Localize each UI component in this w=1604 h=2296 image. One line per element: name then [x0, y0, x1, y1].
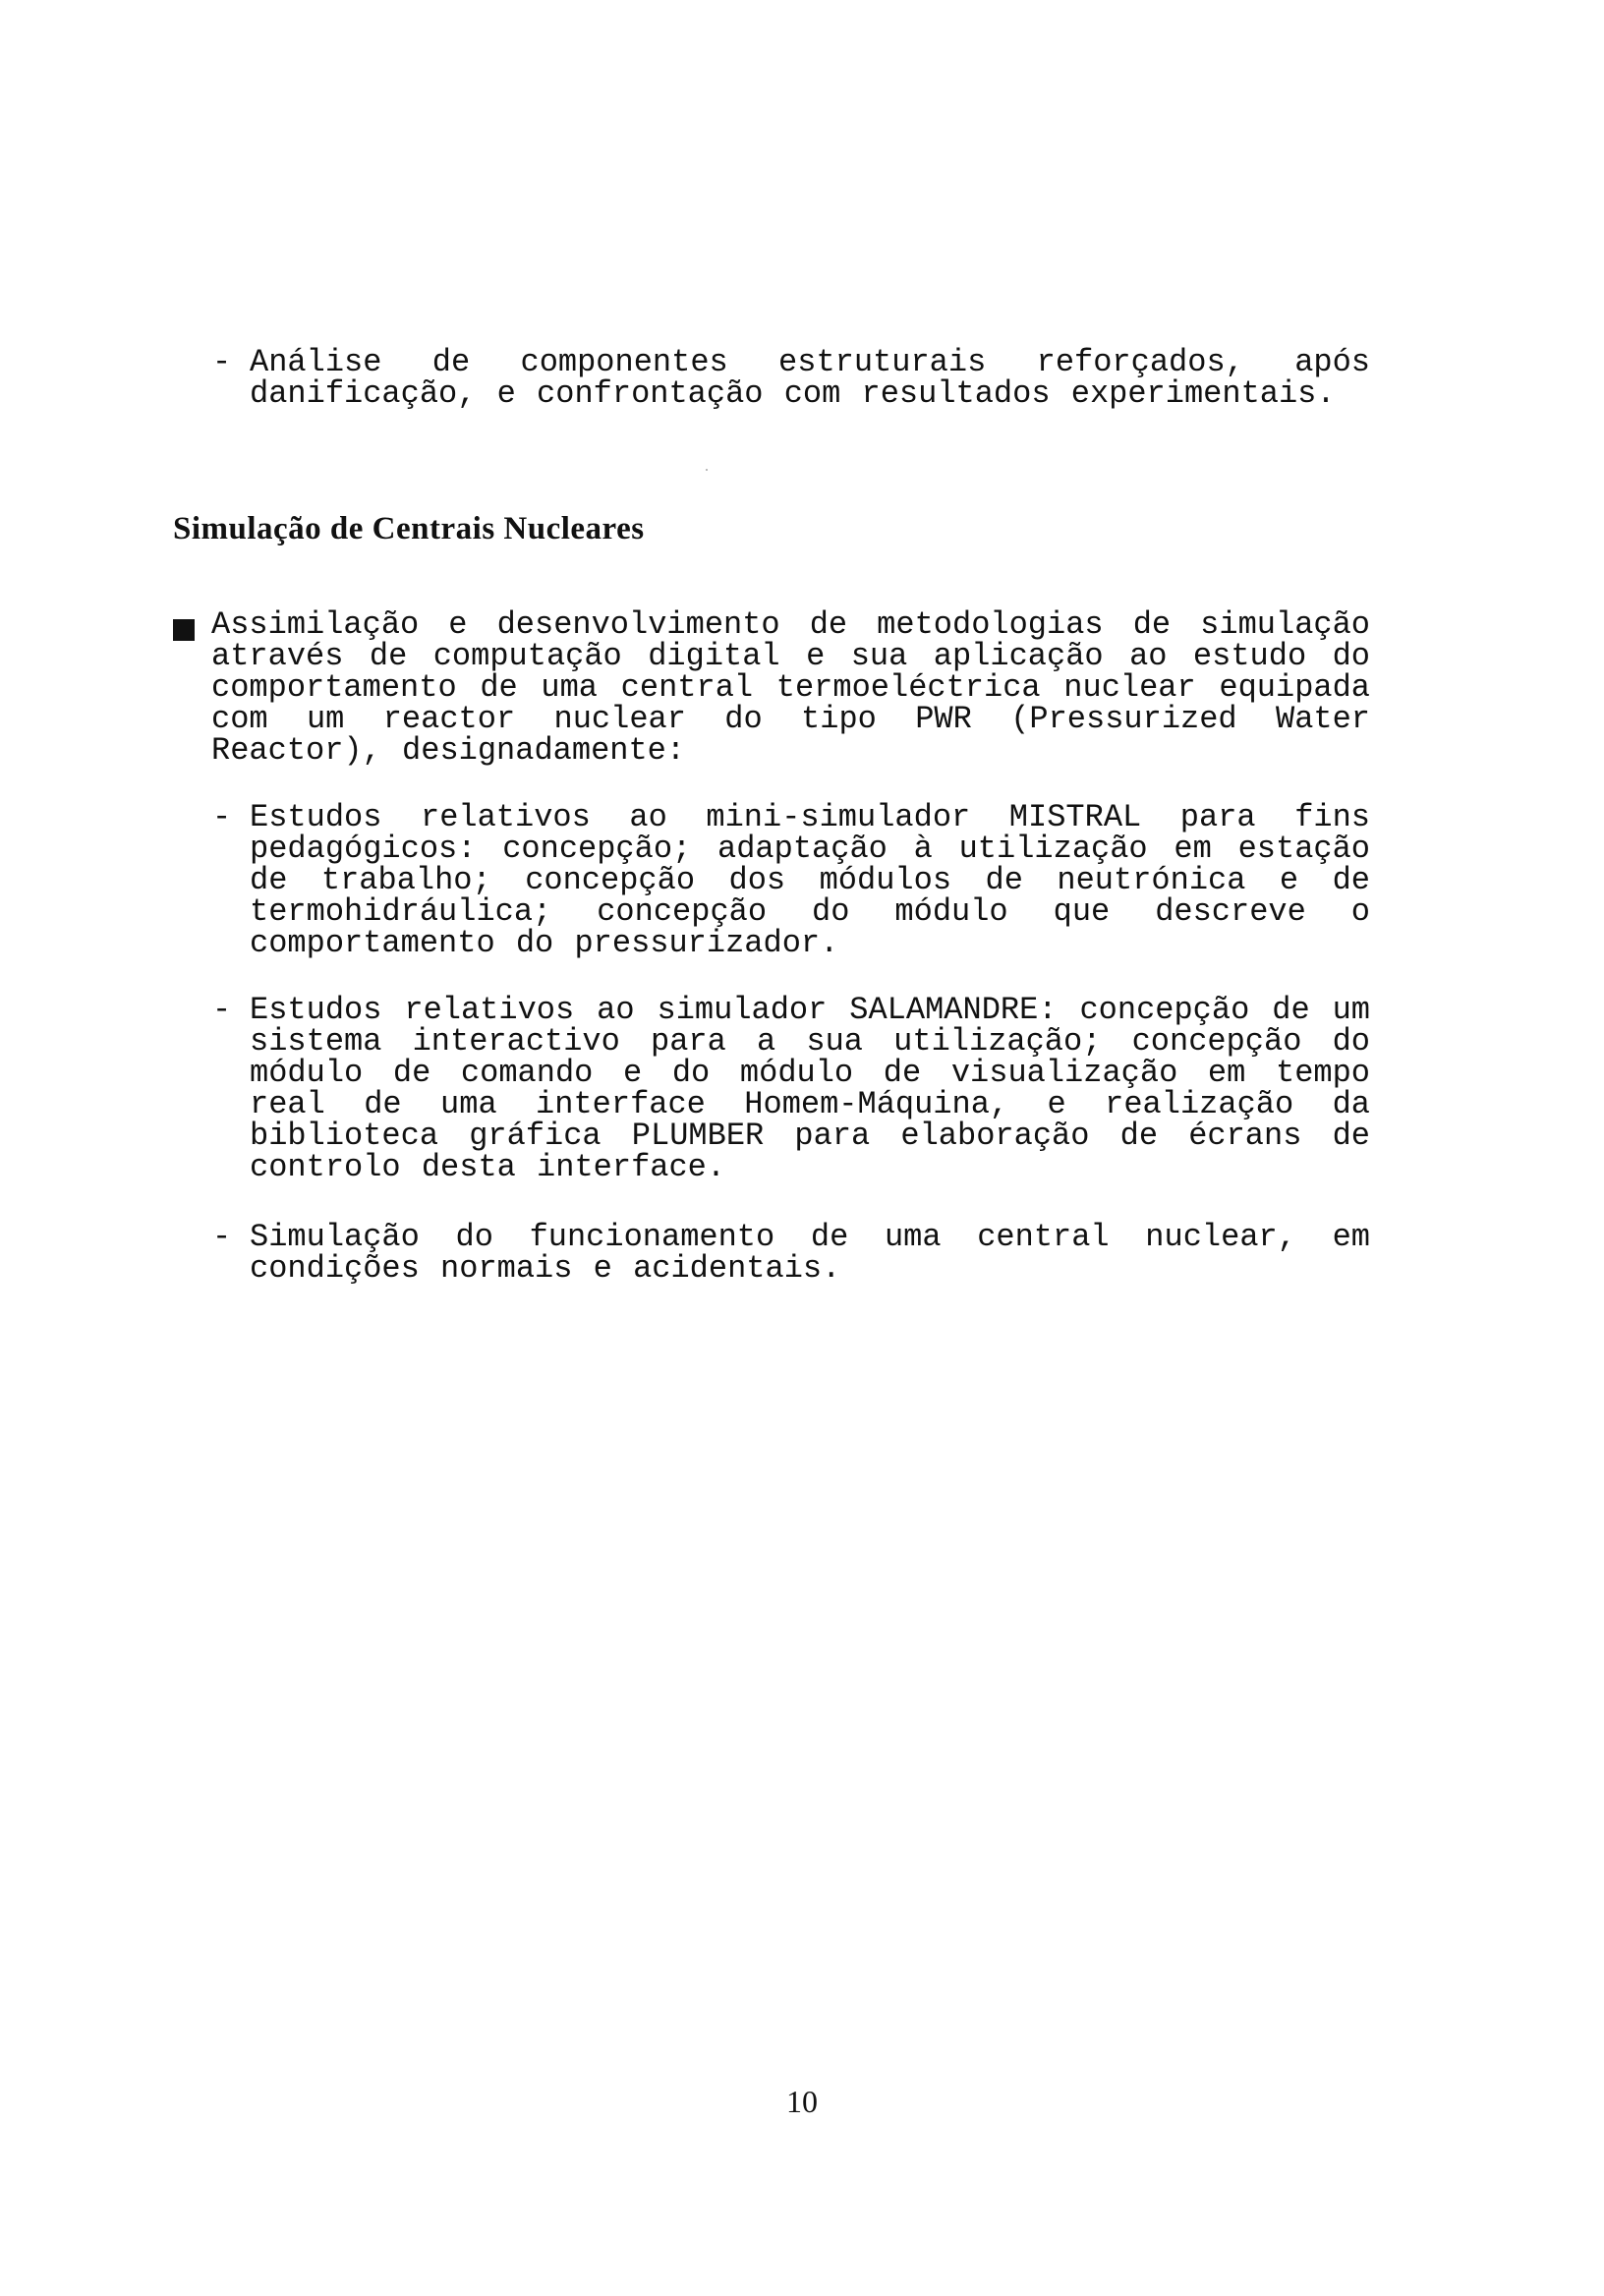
- intro-item-text: Análise de componentes estruturais reforçados, após danificação, e confrontação com resultados experimentais.: [250, 344, 1370, 412]
- page-number: 10: [786, 2084, 818, 2119]
- square-bullet-icon: [173, 619, 195, 641]
- dash-marker: -: [212, 992, 232, 1028]
- sub-list-item: [212, 799, 1370, 961]
- sub-list-item: [212, 1219, 1370, 1287]
- sub-item-text: Estudos relativos ao simulador SALAMANDRE: concepção de um sistema interactivo para a sua utilização; concepção do módulo de comando e do módulo de visualização em tempo real de uma interface Homem-Máquina, e realização da biblioteca gráfica PLUMBER para elaboração de écrans de controlo desta interface.: [250, 992, 1370, 1185]
- dash-marker: -: [212, 344, 232, 380]
- scan-speck: [706, 469, 708, 471]
- intro-list-item: [212, 344, 1370, 412]
- main-bullet-text: Assimilação e desenvolvimento de metodologias de simulação através de computação digital e sua aplicação ao estudo do comportamento de uma central termoeléctrica nuclear equipada com um reactor nuclear do tipo PWR (Pressurized Water Reactor), designadamente:: [211, 606, 1370, 769]
- sub-list-item: [212, 992, 1370, 1185]
- sub-item-text: Estudos relativos ao mini-simulador MISTRAL para fins pedagógicos: concepção; adaptação à utilização em estação de trabalho; concepção dos módulos de neutrónica e de termohidráulica; concepção do módulo que descreve o comportamento do pressurizador.: [250, 799, 1370, 961]
- section-title: Simulação de Centrais Nucleares: [173, 511, 645, 546]
- main-bullet-item: [211, 606, 1370, 769]
- dash-marker: -: [212, 1219, 232, 1255]
- sub-item-text: Simulação do funcionamento de uma central nuclear, em condições normais e acidentais.: [250, 1219, 1370, 1287]
- dash-marker: -: [212, 799, 232, 835]
